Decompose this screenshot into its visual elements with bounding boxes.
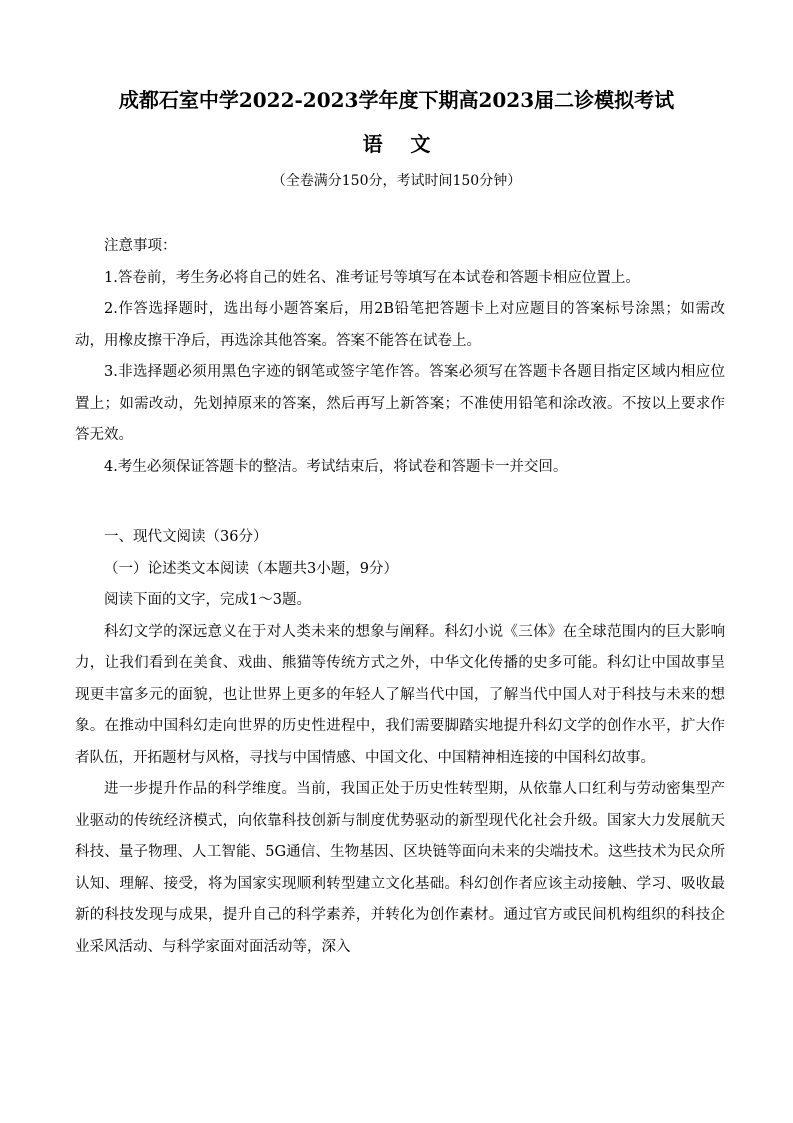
exam-info: （全卷满分150分，考试时间150分钟） (271, 173, 522, 189)
section-heading: 一、现代文阅读（36分） (104, 529, 268, 545)
section-subheading: （一）论述类文本阅读（本题共3小题，9分） (104, 560, 398, 577)
notice-heading: 注意事项： (104, 238, 177, 254)
notice-item-2: 2.作答选择题时，选出每小题答案后，用2B铅笔把答题卡上对应题目的答案标号涂黑；如需改动，用橡皮擦干净后，再选涂其他答案。答案不能答在试卷上。 (75, 301, 725, 349)
subject-title: 语 文 (362, 132, 431, 156)
notice-block (75, 231, 725, 483)
notice-item-1: 1.答卷前，考生务必将自己的姓名、准考证号等填写在本试卷和答题卡相应位置上。 (104, 269, 640, 286)
reading-instruction: 阅读下面的文字，完成1～3题。 (104, 592, 311, 608)
passage-paragraph-2: 进一步提升作品的科学维度。当前，我国正处于历史性转型期，从依靠人口红利与劳动密集型产业驱动的传统经济模式，向依靠科技创新与制度优势驱动的新型现代化社会升级。国家大力发展航天科技、量子物理、人工智能、5G通信、生物基因、区块链等面向未来的尖端技术。这些技术为民众所认知、理解、接受，将为国家实现顺利转型建立文化基础。科幻创作者应该主动接触、学习、吸收最新的科技发现与成果，提升自己的科学素养，并转化为创作素材。通过官方或民间机构组织的科技企业采风活动、与科学家面对面活动等，深入 (75, 781, 725, 955)
exam-title: 成都石室中学2022-2023学年度下期高2023届二诊模拟考试 (118, 88, 675, 112)
notice-item-3: 3.非选择题必须用黑色字迹的钢笔或签字笔作答。答案必须写在答题卡各题目指定区域内相应位置上；如需改动，先划掉原来的答案，然后再写上新答案；不准使用铅笔和涂改液。不按以上要求作答无效。 (75, 364, 725, 443)
notice-item-4: 4.考生必须保证答题卡的整洁。考试结束后，将试卷和答题卡一并交回。 (104, 458, 568, 475)
section-one (75, 522, 725, 963)
passage-paragraph-1: 科幻文学的深远意义在于对人类未来的想象与阐释。科幻小说《三体》在全球范围内的巨大影响力，让我们看到在美食、戏曲、熊猫等传统方式之外，中华文化传播的史多可能。科幻让中国故事呈现更丰富多元的面貌，也让世界上更多的年轻人了解当代中国，了解当代中国人对于科技与未来的想象。在推动中国科幻走向世界的历史性进程中，我们需要脚踏实地提升科幻文学的创作水平，扩大作者队伍，开拓题材与风格，寻找与中国情感、中国文化、中国精神相连接的中国科幻故事。 (75, 623, 725, 766)
